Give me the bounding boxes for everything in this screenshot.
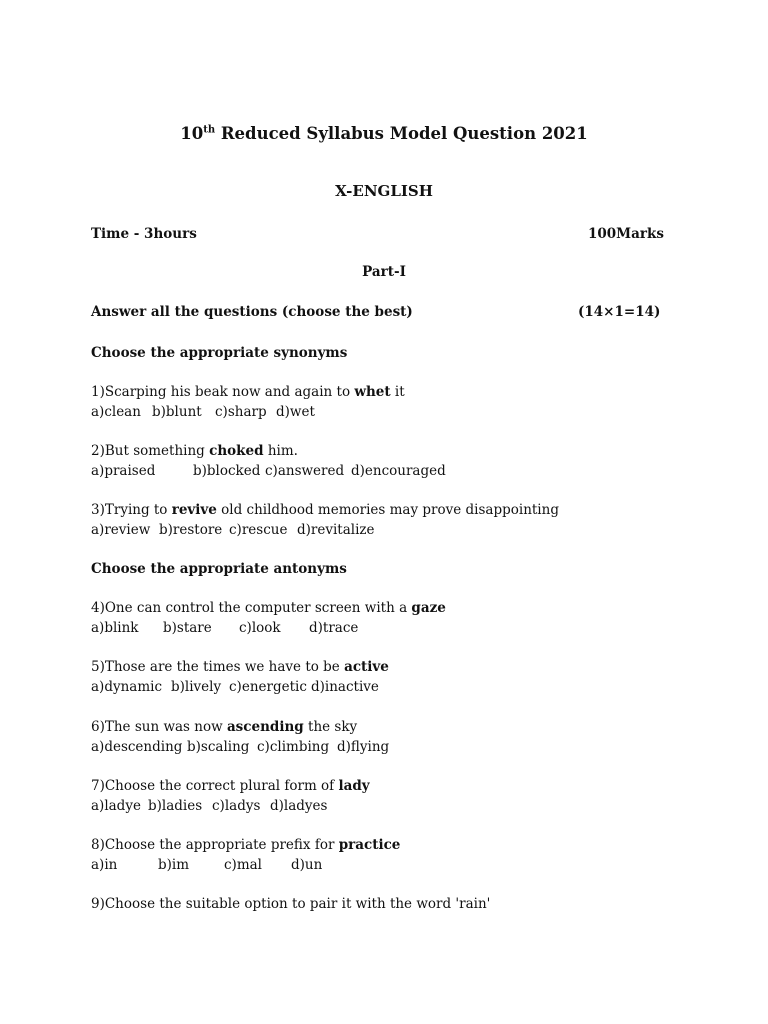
keyword: lady (338, 778, 370, 794)
option: c)look (239, 620, 281, 636)
keyword: whet (354, 384, 391, 400)
option: a)blink (91, 620, 139, 636)
question-text: 3)Trying to (91, 502, 172, 518)
option: b)scaling (187, 739, 250, 755)
part-heading: Part-I (362, 264, 406, 280)
time-label: Time - 3hours (91, 226, 197, 242)
question-text: 7)Choose the correct plural form of (91, 778, 339, 794)
options-4 (91, 619, 358, 637)
option: d)flying (337, 739, 390, 755)
options-1 (91, 403, 315, 421)
question-text: 1)Scarping his beak now and again to (91, 384, 355, 400)
question-6 (91, 718, 357, 736)
question-text-end: old childhood memories may prove disappointing (216, 502, 559, 518)
option: a)review (91, 522, 151, 538)
option: b)blocked (193, 463, 261, 479)
title-superscript: th (203, 124, 216, 136)
question-8 (91, 836, 400, 854)
options-2 (91, 462, 446, 480)
question-4 (91, 599, 446, 617)
option: d)inactive (311, 679, 379, 695)
instruction-text: Answer all the questions (choose the best) (91, 304, 413, 320)
keyword: choked (209, 443, 264, 459)
option: d)wet (276, 404, 315, 420)
option: b)stare (163, 620, 212, 636)
option: a)descending (91, 739, 183, 755)
keyword: revive (171, 502, 217, 518)
question-text: 2)But something (91, 443, 210, 459)
options-7 (91, 797, 327, 815)
option: b)blunt (152, 404, 202, 420)
question-2 (91, 442, 298, 460)
question-text: 8)Choose the appropriate prefix for (91, 837, 339, 853)
option: c)ladys (212, 798, 261, 814)
question-1 (91, 383, 405, 401)
option: b)restore (159, 522, 223, 538)
keyword: active (344, 659, 389, 675)
question-text: 4)One can control the computer screen with a (91, 600, 412, 616)
option: c)rescue (229, 522, 288, 538)
instruction-marks: (14×1=14) (578, 304, 661, 320)
keyword: ascending (226, 719, 304, 735)
subject-heading: X-ENGLISH (335, 182, 433, 200)
title-text: Reduced Syllabus Model Question 2021 (215, 124, 588, 143)
title-number: 10 (180, 124, 204, 143)
option: b)lively (171, 679, 222, 695)
question-9 (91, 895, 490, 913)
question-5 (91, 658, 389, 676)
option: c)mal (224, 857, 262, 873)
option: a)praised (91, 463, 156, 479)
keyword: gaze (411, 600, 446, 616)
option: b)im (158, 857, 190, 873)
option: a)dynamic (91, 679, 163, 695)
question-7 (91, 777, 370, 795)
question-text: 5)Those are the times we have to be (91, 659, 345, 675)
document-title (0, 124, 768, 143)
option: d)un (291, 857, 323, 873)
option: d)revitalize (297, 522, 375, 538)
options-6 (91, 738, 389, 756)
options-3 (91, 521, 375, 539)
option: a)clean (91, 404, 141, 420)
option: c)energetic (229, 679, 307, 695)
option: c)answered (265, 463, 345, 479)
option: d)encouraged (351, 463, 446, 479)
option: d)ladyes (270, 798, 328, 814)
option: d)trace (309, 620, 359, 636)
question-text-end: the sky (303, 719, 358, 735)
options-5 (91, 678, 379, 696)
options-8 (91, 856, 322, 874)
question-text: 6)The sun was now (91, 719, 227, 735)
synonyms-heading: Choose the appropriate synonyms (91, 345, 348, 361)
total-marks: 100Marks (588, 226, 664, 242)
keyword: practice (338, 837, 401, 853)
option: c)sharp (215, 404, 267, 420)
question-text: 9)Choose the suitable option to pair it with the word 'rain' (91, 896, 491, 912)
question-text-end: it (390, 384, 405, 400)
option: a)in (91, 857, 118, 873)
option: c)climbing (257, 739, 330, 755)
option: b)ladies (148, 798, 203, 814)
option: a)ladye (91, 798, 141, 814)
question-text-end: him. (263, 443, 298, 459)
question-3 (91, 501, 559, 519)
antonyms-heading: Choose the appropriate antonyms (91, 561, 347, 577)
